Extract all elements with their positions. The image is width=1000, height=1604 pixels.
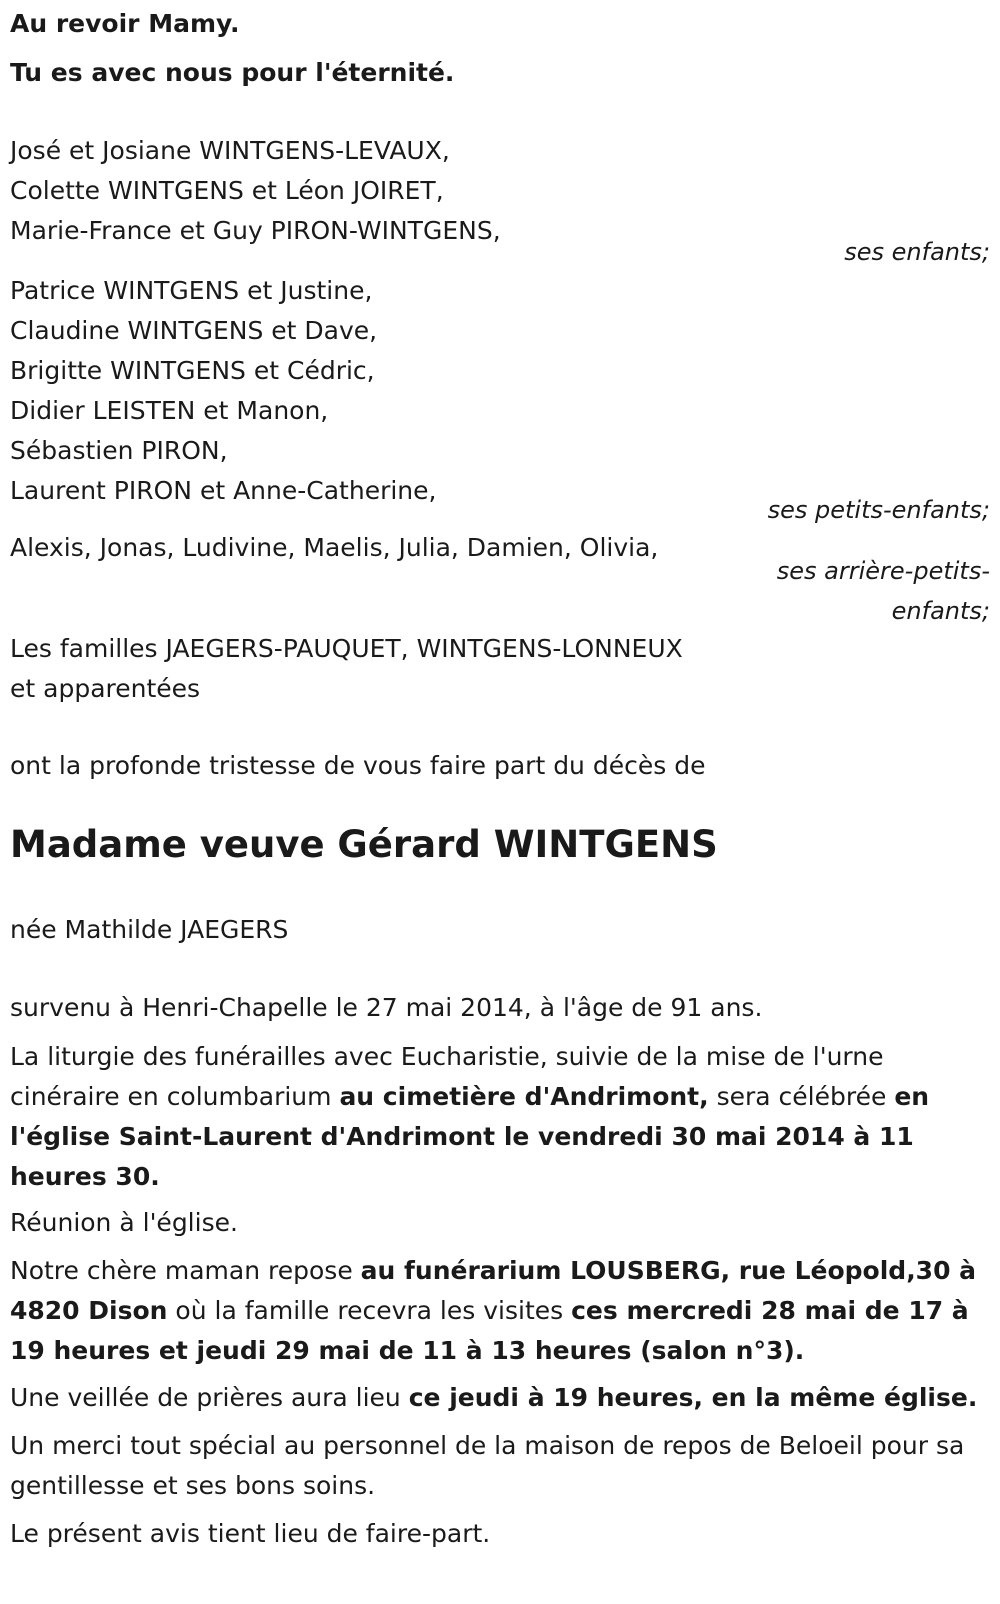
- great-grandchildren-role: [777, 551, 990, 631]
- reunion: Réunion à l'église.: [10, 1208, 238, 1237]
- children-list: [10, 131, 990, 251]
- liturgy-cemetery: au cimetière d'Andrimont,: [339, 1082, 709, 1111]
- families-line2: et apparentées: [10, 674, 201, 703]
- death-notice: survenu à Henri-Chapelle le 27 mai 2014, à l'âge de 91 ans.: [10, 993, 763, 1022]
- child-name: Marie-France et Guy PIRON-WINTGENS,: [10, 216, 501, 245]
- great-grandchildren-role-line2: enfants;: [891, 597, 990, 625]
- grandchild-name: Patrice WINTGENS et Justine,: [10, 276, 373, 305]
- great-grandchildren-role-line1: ses arrière-petits-: [776, 557, 990, 585]
- liturgy-text: sera célébrée: [708, 1082, 895, 1111]
- closing: Le présent avis tient lieu de faire-part.: [10, 1519, 491, 1548]
- great-grandchildren-list: Alexis, Jonas, Ludivine, Maelis, Julia, Damien, Olivia,: [10, 533, 659, 562]
- rest-visiting-hours: ces mercredi 28 mai de 17 à 19 heures et jeudi 29 mai de 11 à 13 heures (salon n°3).: [10, 1296, 969, 1365]
- thanks-paragraph: Un merci tout spécial au personnel de la maison de repos de Beloeil pour sa gentillesse et ses bons soins.: [10, 1431, 965, 1500]
- rest-text: Notre chère maman repose: [10, 1256, 361, 1285]
- vigil-paragraph: [10, 1378, 990, 1418]
- child-name: Colette WINTGENS et Léon JOIRET,: [10, 176, 444, 205]
- grandchild-name: Claudine WINTGENS et Dave,: [10, 316, 378, 345]
- birth-name: née Mathilde JAEGERS: [10, 915, 289, 944]
- rest-funeral-home: au funérarium LOUSBERG, rue Léopold,30 à 4820 Dison: [10, 1256, 977, 1325]
- families: [10, 629, 990, 709]
- liturgy-church-time: en l'église Saint-Laurent d'Andrimont le vendredi 30 mai 2014 à 11 heures 30.: [10, 1082, 930, 1191]
- grandchild-name: Laurent PIRON et Anne-Catherine,: [10, 476, 437, 505]
- header-eternity: Tu es avec nous pour l'éternité.: [10, 58, 455, 87]
- grandchild-name: Sébastien PIRON,: [10, 436, 228, 465]
- families-line1: Les familles JAEGERS-PAUQUET, WINTGENS-LONNEUX: [10, 634, 683, 663]
- rest-text: où la famille recevra les visites: [167, 1296, 572, 1325]
- header-farewell: Au revoir Mamy.: [10, 9, 240, 38]
- grandchildren-list: [10, 271, 990, 511]
- deceased-name: Madame veuve Gérard WINTGENS: [10, 823, 718, 866]
- grandchildren-role: ses petits-enfants;: [767, 496, 990, 524]
- grandchild-name: Didier LEISTEN et Manon,: [10, 396, 329, 425]
- announcement: ont la profonde tristesse de vous faire part du décès de: [10, 751, 706, 780]
- liturgy-paragraph: [10, 1037, 990, 1197]
- liturgy-text: La liturgie des funérailles avec Eucharistie, suivie de la mise de l'urne cinéraire en columbarium: [10, 1042, 884, 1111]
- grandchild-name: Brigitte WINTGENS et Cédric,: [10, 356, 375, 385]
- child-name: José et Josiane WINTGENS-LEVAUX,: [10, 136, 450, 165]
- vigil-text: Une veillée de prières aura lieu: [10, 1383, 409, 1412]
- vigil-time: ce jeudi à 19 heures, en la même église.: [408, 1383, 978, 1412]
- rest-paragraph: [10, 1251, 990, 1371]
- children-role: ses enfants;: [844, 238, 990, 266]
